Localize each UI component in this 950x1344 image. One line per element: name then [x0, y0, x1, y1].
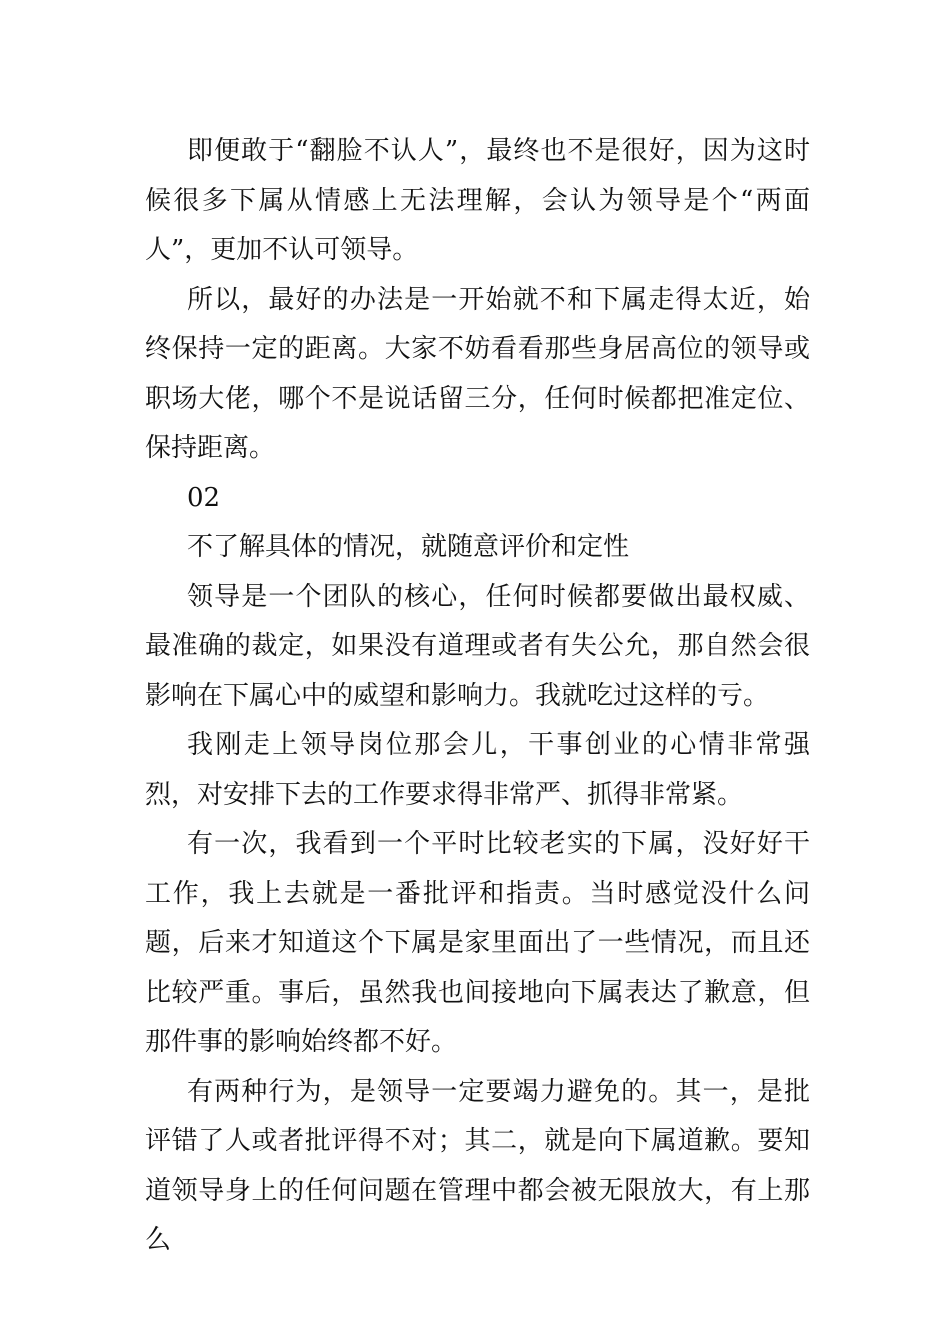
document-body — [145, 127, 810, 1266]
paragraph: 即便敢于“翻脸不认人”，最终也不是很好，因为这时候很多下属从情感上无法理解，会认为领导是个“两面人”，更加不认可领导。 — [145, 136, 810, 265]
paragraph: 领导是一个团队的核心，任何时候都要做出最权威、最准确的裁定，如果没有道理或者有失公允，那自然会很影响在下属心中的威望和影响力。我就吃过这样的亏。 — [145, 581, 810, 711]
section-number: 02 — [187, 482, 221, 513]
paragraph: 我刚走上领导岗位那会儿，干事创业的心情非常强烈，对安排下去的工作要求得非常严、抓得非常紧。 — [145, 730, 810, 810]
paragraph: 有两种行为，是领导一定要竭力避免的。其一，是批评错了人或者批评得不对；其二，就是向下属道歉。要知道领导身上的任何问题在管理中都会被无限放大，有上那么 — [145, 1076, 810, 1255]
section-subheading: 不了解具体的情况，就随意评价和定性 — [187, 532, 630, 562]
paragraph: 所以，最好的办法是一开始就不和下属走得太近，始终保持一定的距离。大家不妨看看那些身居高位的领导或职场大佬，哪个不是说话留三分，任何时候都把准定位、保持距离。 — [145, 284, 810, 463]
paragraph: 有一次，我看到一个平时比较老实的下属，没好好干工作，我上去就是一番批评和指责。当时感觉没什么问题，后来才知道这个下属是家里面出了一些情况，而且还比较严重。事后，虽然我也间接地向下属表达了歉意，但那件事的影响始终都不好。 — [145, 829, 810, 1057]
